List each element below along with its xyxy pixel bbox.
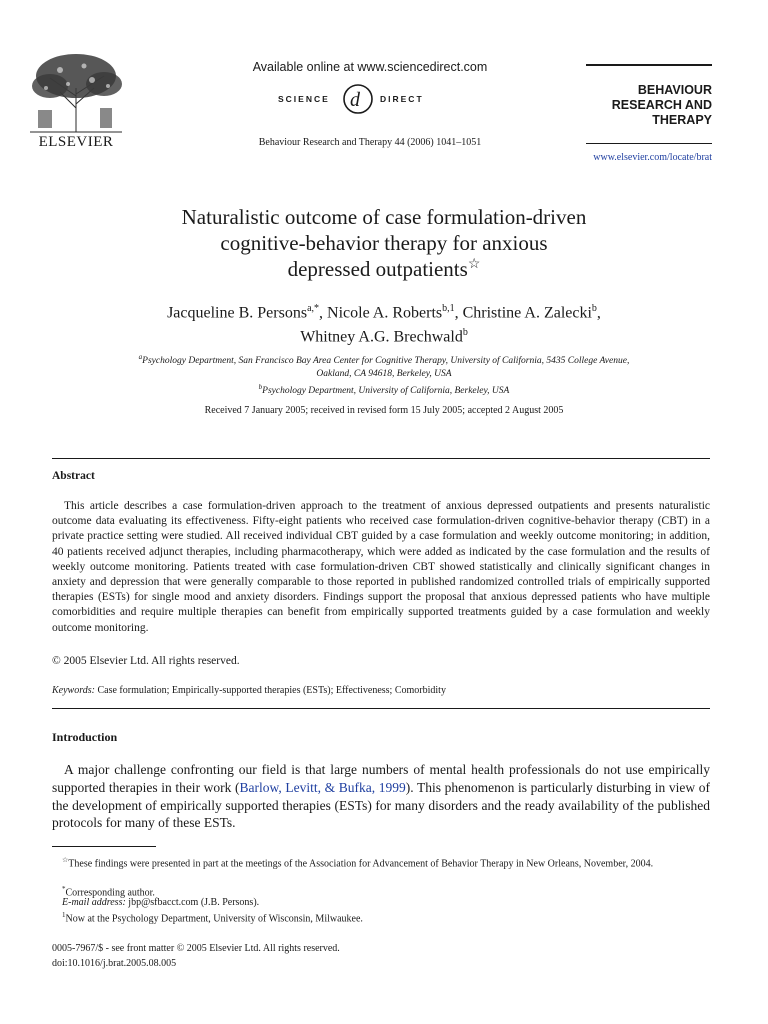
- footnote-email: [52, 896, 712, 909]
- abstract-rule-top: [52, 458, 710, 459]
- affiliation-mark: a: [138, 353, 143, 361]
- intro-text: A major challenge confronting our field is that large numbers of mental health professionals do not use empirically supported therapies in their work (: [52, 762, 710, 795]
- footnote-star-mark: ☆: [62, 856, 69, 864]
- introduction-paragraph: [52, 761, 710, 832]
- email-label: E-mail address:: [62, 897, 126, 908]
- introduction-heading: Introduction: [52, 730, 118, 744]
- abstract-copyright: © 2005 Elsevier Ltd. All rights reserved.: [52, 655, 240, 667]
- title-line: depressed outpatients: [287, 257, 468, 281]
- title-line: cognitive-behavior therapy for anxious: [220, 231, 548, 255]
- elsevier-tree-logo: [20, 48, 132, 148]
- author-list: Jacqueline B. Persons$^{a,*}$, Nicole A. Roberts$^{b,1}$, Christine A. Zalecki$^b$, Whitney A.G. Brechwald$^b$: [167, 303, 601, 346]
- publisher-name: ELSEVIER: [38, 134, 114, 150]
- footnote-presentation: [52, 854, 712, 870]
- email-address[interactable]: jbp@sfbacct.com (J.B. Persons).: [128, 897, 260, 908]
- journal-rule-top: [586, 64, 712, 66]
- footnote-asterisk-mark: *: [62, 885, 66, 893]
- author-name: Nicole A. Roberts: [327, 304, 443, 322]
- affiliation-mark: b: [258, 383, 263, 392]
- journal-citation: Behaviour Research and Therapy 44 (2006) 1041–1051: [258, 137, 482, 148]
- journal-title-line: RESEARCH AND: [611, 98, 712, 112]
- title-footnote-star[interactable]: ☆: [467, 257, 481, 272]
- abstract-heading: Abstract: [52, 470, 95, 482]
- sd-at-icon: [340, 82, 380, 116]
- footnote-text: Corresponding author.: [65, 887, 155, 899]
- svg-text:d: d: [350, 89, 360, 111]
- keywords-label: Keywords:: [52, 685, 95, 696]
- journal-url-link[interactable]: www.elsevier.com/locate/brat: [593, 152, 712, 163]
- journal-title-line: BEHAVIOUR: [637, 83, 712, 97]
- sd-word-science: SCIENCE: [278, 94, 330, 104]
- affiliation-text: Oakland, CA 94618, Berkeley, USA: [316, 369, 452, 380]
- author-affiliation-mark[interactable]: b: [462, 327, 468, 339]
- footnote-current-address: [52, 909, 712, 925]
- keywords-list: Case formulation; Empirically-supported therapies (ESTs); Effectiveness; Comorbidity: [97, 685, 446, 696]
- affiliation-text: Psychology Department, University of California, Berkeley, USA: [262, 386, 510, 397]
- footnote-text: These findings were presented in part at the meetings of the Association for Advancement of Behavior Therapy in New Orleans, November, 2004.: [68, 858, 654, 870]
- journal-rule-bottom: [586, 143, 712, 144]
- article-title: [90, 204, 678, 282]
- footnote-text: Now at the Psychology Department, University of Wisconsin, Milwaukee.: [65, 913, 363, 925]
- footnote-rule: [52, 846, 156, 847]
- affiliations: [60, 351, 708, 398]
- citation-link[interactable]: Barlow, Levitt, & Bufka, 1999: [239, 779, 406, 795]
- doi-line[interactable]: doi:10.1016/j.brat.2005.08.005: [52, 958, 177, 969]
- affiliation-text: Psychology Department, San Francisco Bay Area Center for Cognitive Therapy, University of California, 5435 College Avenue,: [142, 356, 630, 367]
- abstract-text: This article describes a case formulation-driven approach to the treatment of anxious depressed outpatients and presents naturalistic outcome data evaluating its effectiveness. Fifty-eight patients who received case formulation-driven cognitive-behavior therapy (CBT) in a private practice setting were studied. All received individual CBT guided by a case formulation and weekly outcome monitoring; in addition, 40 patients received adjunct therapies, including pharmacotherapy, which were added as indicated by the case formulation and the results of weekly outcome monitoring. Patients treated with case formulation-driven CBT showed statistically and clinically significant changes in anxiety and depression that were generally comparable to those reported in published randomized controlled trials of empirically supported therapies (ESTs) for single mood and anxiety disorders. Findings support the proposal that anxious depressed patients who have multiple comorbidities and require multiple therapies can benefit from empirically supported treatments guided by a case formulation and weekly outcome monitoring.: [52, 500, 710, 634]
- available-online-text[interactable]: Available online at www.sciencedirect.com: [252, 60, 488, 74]
- author-affiliation-mark[interactable]: a,*: [307, 303, 320, 314]
- issn-line: 0005-7967/$ - see front matter © 2005 Elsevier Ltd. All rights reserved.: [52, 943, 340, 954]
- keywords: [52, 685, 710, 696]
- sciencedirect-logo: [240, 82, 500, 116]
- sd-word-direct: DIRECT: [380, 94, 424, 104]
- author-affiliation-mark[interactable]: b,1: [442, 303, 455, 314]
- journal-title-line: THERAPY: [652, 113, 712, 127]
- intro-text: ). This phenomenon is particularly disturbing in view of the development of empirically supported therapies (ESTs) for many disorders and the ready availability of the published protocols for many of these ESTs.: [52, 779, 711, 831]
- received-dates: Received 7 January 2005; received in revised form 15 July 2005; accepted 2 August 2005: [204, 405, 564, 416]
- author-affiliation-mark[interactable]: b: [591, 303, 597, 314]
- footnote-one-mark: 1: [62, 911, 66, 919]
- abstract-rule-bottom: [52, 708, 710, 709]
- author-name: Jacqueline B. Persons: [167, 304, 308, 322]
- journal-title: [560, 83, 712, 128]
- author-name: Christine A. Zalecki: [462, 304, 592, 322]
- author-name: Whitney A.G. Brechwald: [300, 328, 463, 346]
- title-line: Naturalistic outcome of case formulation-driven: [181, 205, 587, 229]
